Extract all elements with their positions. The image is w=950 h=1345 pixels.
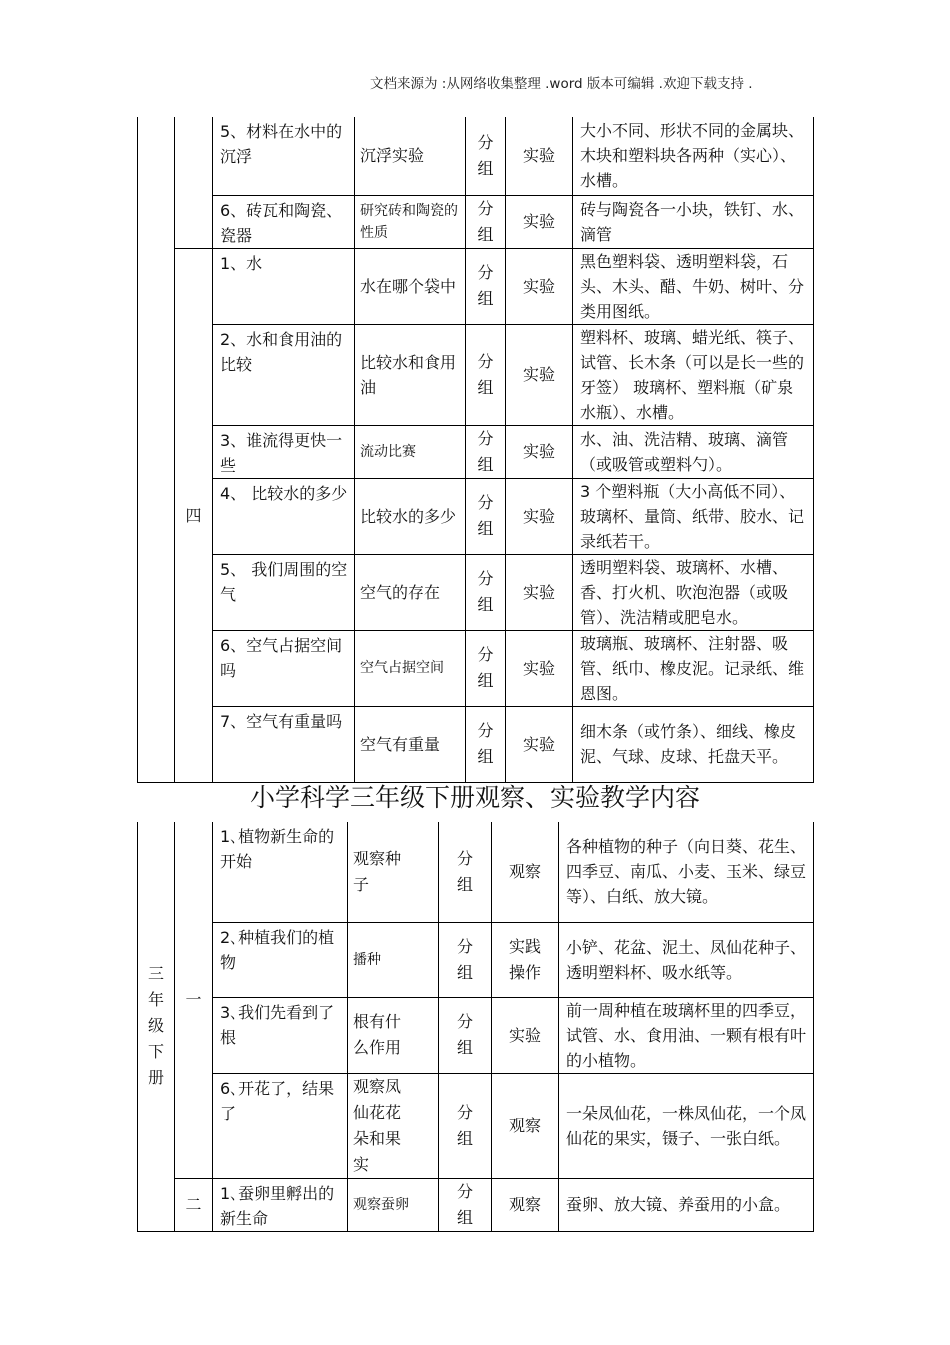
- activity-type-cell: 实验: [492, 997, 559, 1073]
- unit-column: [175, 117, 213, 248]
- table-row: [138, 997, 814, 1073]
- table-row: [138, 706, 814, 782]
- activity-type-cell: 实验: [506, 324, 573, 425]
- materials-cell: 3 个塑料瓶（大小高低不同）、玻璃杯、量筒、纸带、胶水、记录纸若干。: [573, 478, 814, 554]
- lesson-cell: 3､我们先看到了根: [213, 997, 348, 1073]
- organization-cell: [466, 425, 506, 478]
- activity-type-cell: 观察: [492, 1073, 559, 1178]
- lesson-cell: 1､植物新生命的开始: [213, 822, 348, 922]
- source-header: 文档来源为 :从网络收集整理 .word 版本可编辑 .欢迎下载支持 .: [370, 76, 753, 92]
- lesson-cell: 1、水: [213, 248, 355, 324]
- organization-cell: [466, 248, 506, 324]
- grade-column: [138, 117, 175, 782]
- activity-name-cell: 比较水和食用油: [355, 324, 466, 425]
- experiment-table-lower: [137, 822, 814, 1232]
- organization-cell: [466, 117, 506, 195]
- lesson-cell: 3、谁流得更快一些: [213, 425, 355, 478]
- materials-cell: 小铲、花盆、泥土、凤仙花种子、透明塑料杯、吸水纸等。: [559, 922, 814, 997]
- organization-text: 分组: [456, 1181, 473, 1227]
- organization-text: 分组: [477, 569, 494, 614]
- organization-text: 分组: [456, 1102, 473, 1148]
- activity-type-text: 实践操作: [508, 936, 541, 982]
- organization-text: 分组: [477, 198, 494, 244]
- table-row: [138, 822, 814, 922]
- table-row: [138, 425, 814, 478]
- activity-name-cell: [348, 822, 439, 922]
- activity-name-cell: [348, 997, 439, 1073]
- table-row: [138, 1073, 814, 1178]
- lesson-cell: 2、水和食用油的比较: [213, 324, 355, 425]
- activity-name-cell: 空气占据空间: [355, 630, 466, 706]
- organization-cell: [439, 922, 492, 997]
- activity-type-cell: 实验: [506, 630, 573, 706]
- organization-text: 分组: [477, 132, 494, 178]
- organization-text: 分组: [456, 936, 473, 982]
- section-title: 小学科学三年级下册观察、实验教学内容: [249, 783, 700, 812]
- materials-cell: 蚕卵、放大镜、养蚕用的小盒。: [559, 1178, 814, 1231]
- activity-name-cell: 沉浮实验: [355, 117, 466, 195]
- table-row: [138, 117, 814, 195]
- lesson-cell: 6､开花了，结果了: [213, 1073, 348, 1178]
- activity-type-cell: 观察: [492, 822, 559, 922]
- organization-cell: [466, 554, 506, 630]
- activity-type-cell: [492, 922, 559, 997]
- organization-text: 分组: [456, 1012, 473, 1057]
- lesson-cell: 1､蚕卵里孵出的新生命: [213, 1178, 348, 1231]
- activity-name-cell: 比较水的多少: [355, 478, 466, 554]
- organization-text: 分组: [456, 848, 473, 894]
- activity-type-cell: 观察: [492, 1178, 559, 1231]
- organization-text: 分组: [477, 645, 494, 690]
- materials-cell: 透明塑料袋、玻璃杯、水槽、香、打火机、吹泡泡器（或吸管）、洗洁精或肥皂水。: [573, 554, 814, 630]
- organization-cell: [466, 706, 506, 782]
- lesson-cell: 4、 比较水的多少: [213, 478, 355, 554]
- activity-type-cell: 实验: [506, 706, 573, 782]
- organization-cell: [466, 630, 506, 706]
- materials-cell: 塑料杯、玻璃、蜡光纸、筷子、试管、长木条（可以是长一些的牙签） 玻璃杯、塑料瓶（矿泉水瓶）、水槽。: [573, 324, 814, 425]
- activity-type-cell: 实验: [506, 248, 573, 324]
- organization-cell: [439, 822, 492, 922]
- materials-cell: 各种植物的种子（向日葵、花生、四季豆、南瓜、小麦、玉米、绿豆等）、白纸、放大镜。: [559, 822, 814, 922]
- organization-cell: [466, 195, 506, 248]
- activity-name-text: 观察凤仙花花朵和果实: [353, 1076, 402, 1174]
- table-row: [138, 248, 814, 324]
- activity-type-cell: 实验: [506, 425, 573, 478]
- organization-text: 分组: [477, 428, 494, 474]
- table-row: [138, 478, 814, 554]
- table-row: [138, 324, 814, 425]
- activity-name-cell: 观察蚕卵: [348, 1178, 439, 1231]
- organization-text: 分组: [477, 263, 494, 308]
- lesson-cell: 5、材料在水中的沉浮: [213, 117, 355, 195]
- experiment-table-upper: [137, 117, 814, 783]
- materials-cell: 细木条（或竹条）、细线、橡皮泥、气球、皮球、托盘天平。: [573, 706, 814, 782]
- activity-name-cell: 流动比赛: [355, 425, 466, 478]
- activity-type-cell: 实验: [506, 554, 573, 630]
- materials-cell: 大小不同、形状不同的金属块、木块和塑料块各两种（实心）、水槽。: [573, 117, 814, 195]
- organization-text: 分组: [477, 351, 494, 397]
- materials-cell: 水、油、洗洁精、玻璃、滴管（或吸管或塑料勺）。: [573, 425, 814, 478]
- activity-name-cell: [348, 1073, 439, 1178]
- organization-cell: [466, 324, 506, 425]
- unit-label-cell: 一: [175, 822, 213, 1178]
- activity-type-cell: 实验: [506, 478, 573, 554]
- organization-text: 分组: [477, 493, 494, 538]
- activity-name-text: 观察种子: [353, 848, 402, 894]
- lesson-cell: 6、空气占据空间吗: [213, 630, 355, 706]
- table-row: [138, 922, 814, 997]
- activity-name-text: 根有什么作用: [353, 1012, 402, 1057]
- materials-cell: 玻璃瓶、玻璃杯、注射器、吸管、纸巾、橡皮泥。记录纸、维恩图。: [573, 630, 814, 706]
- table-row: [138, 195, 814, 248]
- materials-cell: 一朵凤仙花，一株凤仙花，一个凤仙花的果实，镊子、一张白纸。: [559, 1073, 814, 1178]
- table-row: [138, 554, 814, 630]
- lesson-cell: 7、空气有重量吗: [213, 706, 355, 782]
- organization-text: 分组: [477, 721, 494, 766]
- grade-label: 三年级下册: [147, 964, 164, 1088]
- activity-name-cell: 空气的存在: [355, 554, 466, 630]
- lesson-cell: 2､种植我们的植物: [213, 922, 348, 997]
- organization-cell: [466, 478, 506, 554]
- materials-cell: 黑色塑料袋、透明塑料袋，石头、木头、醋、牛奶、树叶、分类用图纸。: [573, 248, 814, 324]
- lesson-cell: 6、砖瓦和陶瓷、瓷器: [213, 195, 355, 248]
- organization-cell: [439, 997, 492, 1073]
- unit-label-cell: 四: [175, 248, 213, 782]
- organization-cell: [439, 1178, 492, 1231]
- lesson-cell: 5、 我们周围的空气: [213, 554, 355, 630]
- unit-label-cell: 二: [175, 1178, 213, 1231]
- activity-type-cell: 实验: [506, 117, 573, 195]
- activity-type-cell: 实验: [506, 195, 573, 248]
- materials-cell: 前一周种植在玻璃杯里的四季豆，试管、水、食用油、一颗有根有叶的小植物。: [559, 997, 814, 1073]
- table-row: [138, 1178, 814, 1231]
- activity-name-cell: 研究砖和陶瓷的性质: [355, 195, 466, 248]
- activity-name-cell: 空气有重量: [355, 706, 466, 782]
- materials-cell: 砖与陶瓷各一小块，铁钉、水、滴管: [573, 195, 814, 248]
- activity-name-cell: 播种: [348, 922, 439, 997]
- organization-cell: [439, 1073, 492, 1178]
- table-row: [138, 630, 814, 706]
- activity-name-cell: 水在哪个袋中: [355, 248, 466, 324]
- grade-label-cell: [138, 822, 175, 1231]
